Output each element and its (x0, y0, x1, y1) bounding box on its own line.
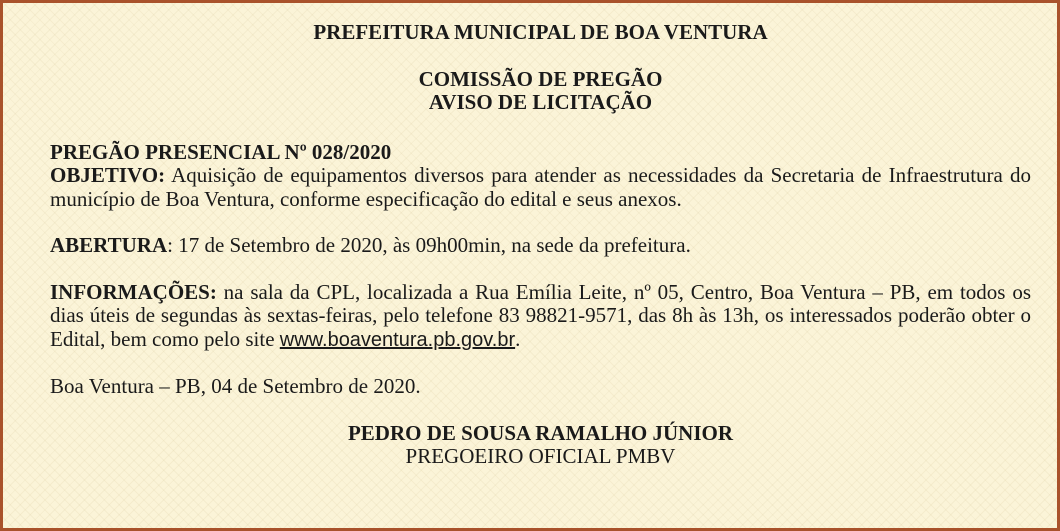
organization-title: PREFEITURA MUNICIPAL DE BOA VENTURA (313, 20, 768, 44)
notice-content (50, 21, 1031, 469)
notice-title: AVISO DE LICITAÇÃO (428, 90, 653, 114)
info-label: INFORMAÇÕES: (50, 279, 217, 304)
opening-paragraph (50, 234, 1031, 258)
commission-title: COMISSÃO DE PREGÃO (418, 66, 663, 91)
opening-text: : 17 de Setembro de 2020, às 09h00min, na sede da prefeitura. (167, 233, 691, 257)
signer-name: PEDRO DE SOUSA RAMALHO JÚNIOR (347, 420, 734, 445)
website-link[interactable]: www.boaventura.pb.gov.br (279, 328, 516, 351)
objective-label: OBJETIVO: (50, 163, 166, 187)
place-date: Boa Ventura – PB, 04 de Setembro de 2020. (50, 374, 421, 398)
procurement-number: PREGÃO PRESENCIAL Nº 028/2020 (50, 139, 392, 164)
info-paragraph (50, 281, 1031, 353)
objective-paragraph (50, 164, 1031, 211)
signer-title: PREGOEIRO OFICIAL PMBV (405, 444, 676, 468)
info-text: na sala da CPL, localizada a Rua Emília Leite, nº 05, Centro, Boa Ventura – PB, em todos os dias úteis de segundas às sextas-feiras, pelo telefone 83 98821-9571, das 8h às 13h, os interessados poderão obter o Edital, bem como pelo site (50, 279, 1031, 351)
info-end: . (515, 326, 521, 351)
objective-text: Aquisição de equipamentos diversos para atender as necessidades da Secretaria de Infraestrutura do município de Boa Ventura, conforme especificação do edital e seus anexos. (50, 163, 1031, 211)
opening-label: ABERTURA (50, 233, 168, 257)
